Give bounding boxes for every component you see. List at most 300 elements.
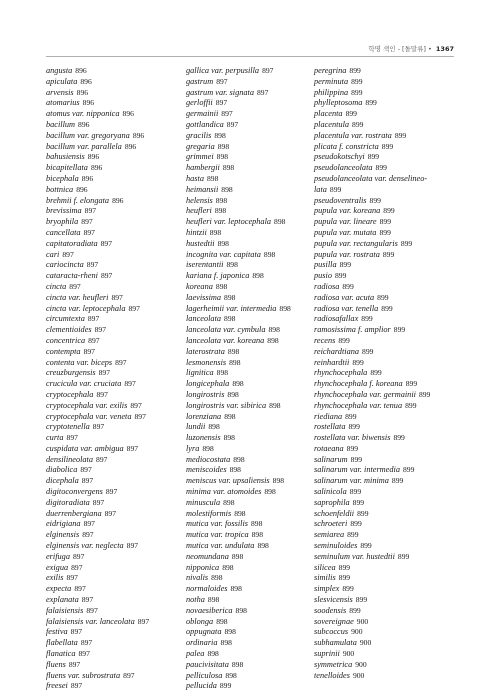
- page-ref: 898: [207, 649, 219, 659]
- taxon-name: phylleptosoma: [314, 98, 363, 108]
- index-entry: [314, 368, 444, 379]
- index-entry: [46, 174, 176, 185]
- index-entry: [186, 98, 316, 109]
- taxon-name: mutica var. fossilis: [186, 519, 248, 529]
- taxon-name: hambergii: [186, 163, 220, 173]
- taxon-name: schoenfeldii: [314, 508, 355, 518]
- index-entry: [46, 120, 176, 131]
- page-ref: 897: [62, 249, 74, 259]
- taxon-name: cincta var. leptocephala: [46, 303, 126, 313]
- page-ref: 899: [338, 562, 351, 572]
- index-entry: [186, 206, 316, 217]
- index-entry: [314, 206, 444, 217]
- taxon-name: cincta: [46, 281, 67, 291]
- taxon-name: concentrica: [46, 335, 86, 345]
- index-entry: [314, 584, 444, 595]
- index-entry: [314, 239, 444, 250]
- index-entry: [46, 681, 176, 692]
- index-entry: [314, 476, 444, 487]
- taxon-name: bottnica: [46, 184, 74, 194]
- index-entry: [186, 530, 316, 541]
- page-ref: 899: [370, 368, 382, 378]
- index-entry: [314, 412, 444, 423]
- page-ref: 896: [90, 163, 103, 173]
- page-ref: 897: [78, 649, 90, 659]
- index-entry: [46, 584, 176, 595]
- index-entry: [46, 304, 176, 315]
- taxon-name: mutica var. tropica: [186, 530, 249, 540]
- page-ref: 899: [377, 292, 389, 302]
- index-entry: [46, 336, 176, 347]
- page-ref: 897: [216, 76, 228, 86]
- taxon-name: laterostrata: [186, 346, 225, 356]
- taxon-name: ordinaria: [186, 638, 218, 648]
- taxon-name: gracilis: [186, 130, 212, 140]
- taxon-name: capitatoradiata: [46, 238, 98, 248]
- index-entry: [314, 142, 444, 153]
- page-ref: 899: [362, 346, 374, 356]
- index-entry: [314, 120, 444, 131]
- taxon-name: ramosissima f. amplior: [314, 325, 391, 335]
- taxon-name: radiosa: [314, 281, 340, 291]
- taxon-name: neomundana: [186, 551, 229, 561]
- taxon-name: clementioides: [46, 325, 92, 335]
- page-ref: 899: [382, 249, 395, 259]
- taxon-name: exilis: [46, 573, 64, 583]
- page-ref: 897: [86, 260, 99, 270]
- page-ref: 899: [357, 508, 369, 518]
- index-entry: [186, 444, 316, 455]
- index-entry: [46, 206, 176, 217]
- page-ref: 898: [211, 573, 223, 583]
- index-entry: [314, 671, 444, 682]
- index-entry: [46, 196, 176, 207]
- page-ref: 897: [72, 551, 85, 561]
- taxon-name: germainii: [186, 109, 219, 119]
- index-entry: [314, 152, 444, 163]
- page-ref: 898: [224, 627, 236, 637]
- index-entry: [46, 228, 176, 239]
- page-ref: 896: [124, 141, 137, 151]
- index-entry: [314, 131, 444, 142]
- page-ref: 896: [82, 98, 95, 108]
- taxon-name: bahusiensis: [46, 152, 85, 162]
- page-ref: 899: [369, 195, 381, 205]
- taxon-name: digitoconvergens: [46, 487, 103, 497]
- index-entry: [314, 293, 444, 304]
- index-entry: [186, 250, 316, 261]
- index-entry: [46, 465, 176, 476]
- page-ref: 899: [405, 400, 417, 410]
- page-ref: 898: [207, 595, 220, 605]
- index-entry: [46, 239, 176, 250]
- index-entry: [46, 368, 176, 379]
- taxon-name: contenta var. biceps: [46, 357, 113, 367]
- taxon-name: perminuta: [314, 76, 349, 86]
- page-ref: 899: [349, 605, 361, 615]
- page-ref: 896: [78, 119, 90, 129]
- taxon-name: elginensis var. neglecta: [46, 541, 124, 551]
- page-ref: 898: [224, 411, 236, 421]
- page-ref: 897: [66, 433, 78, 443]
- taxon-name: hintzii: [186, 227, 207, 237]
- taxon-name: koreana: [186, 281, 213, 291]
- page-ref: 899: [379, 217, 391, 227]
- taxon-name: salinicola: [314, 487, 347, 497]
- index-entry: [186, 617, 316, 628]
- taxon-name: festiva: [46, 627, 68, 637]
- page-ref: 897: [128, 303, 140, 313]
- index-entry: [314, 66, 444, 77]
- index-entry: [186, 422, 316, 433]
- page-ref: 898: [206, 173, 219, 183]
- page-ref: 898: [268, 325, 280, 335]
- index-entry: [46, 401, 176, 412]
- taxon-name: cataracta-rheni: [46, 271, 98, 281]
- index-entry: [46, 142, 176, 153]
- index-entry: [46, 379, 176, 390]
- page-ref: 900: [356, 616, 369, 626]
- taxon-name: curta: [46, 433, 64, 443]
- index-entry: [46, 519, 176, 530]
- index-entry: [314, 358, 444, 369]
- index-entry: [186, 401, 316, 412]
- page-ref: 898: [217, 238, 229, 248]
- index-entry: [186, 509, 316, 520]
- index-entry: [186, 304, 316, 315]
- taxon-name: sovereignae: [314, 616, 354, 626]
- taxon-name: digitoradiata: [46, 497, 90, 507]
- index-entry: [314, 465, 444, 476]
- taxon-name: salinarum var. intermedia: [314, 465, 400, 475]
- taxon-name: pupula var. rectangularis: [314, 238, 398, 248]
- page-ref: 897: [126, 443, 139, 453]
- page-ref: 897: [81, 595, 94, 605]
- index-entry: [314, 196, 444, 207]
- page-ref: 899: [338, 335, 350, 345]
- index-entry: [314, 530, 444, 541]
- index-entry: [46, 109, 176, 120]
- page-ref: 900: [355, 659, 367, 669]
- page-ref: 896: [75, 66, 87, 75]
- page-ref: 899: [345, 411, 357, 421]
- taxon-name: lesmonensis: [186, 357, 227, 367]
- taxon-name: eidrigiana: [46, 519, 81, 529]
- index-entry: [46, 433, 176, 444]
- page-ref: 897: [83, 519, 95, 529]
- page-ref: 897: [96, 389, 108, 399]
- index-entry: [46, 530, 176, 541]
- page-ref: 897: [115, 357, 127, 367]
- index-entry: [186, 347, 316, 358]
- index-entry: [186, 260, 316, 271]
- page-ref: 898: [269, 400, 281, 410]
- index-entry: [186, 433, 316, 444]
- index-entry: [186, 584, 316, 595]
- index-entry: [46, 487, 176, 498]
- page-ref: 897: [81, 217, 93, 227]
- taxon-name: cruciculа var. cruciata: [46, 379, 122, 389]
- index-entry: [314, 88, 444, 99]
- taxon-name: cryptotenella: [46, 422, 90, 432]
- page-ref: 898: [235, 605, 247, 615]
- index-entry: [46, 293, 176, 304]
- page-ref: 896: [76, 184, 88, 194]
- taxon-name: lignitica: [186, 368, 214, 378]
- taxon-name: seminulum var. hustedtii: [314, 551, 395, 561]
- taxon-name: fluens var. subrostrata: [46, 670, 121, 680]
- taxon-name: lundii: [186, 422, 206, 432]
- index-entry: [46, 617, 176, 628]
- page-ref: 897: [100, 271, 113, 281]
- taxon-name: gregaria: [186, 141, 215, 151]
- taxon-name: iserentantii: [186, 260, 224, 270]
- taxon-name: pseudolanceolata: [314, 163, 373, 173]
- page-ref: 899: [350, 519, 362, 529]
- index-entry: [46, 347, 176, 358]
- index-entry: [314, 390, 444, 401]
- taxon-name: peregrina: [314, 66, 347, 75]
- page-ref: 898: [216, 616, 228, 626]
- taxon-name: dicephala: [46, 476, 79, 486]
- taxon-name: atomus var. nipponica: [46, 109, 120, 119]
- taxon-name: rhynchocephala var. germainii: [314, 389, 416, 399]
- page-ref: 899: [347, 530, 359, 540]
- page-ref: 899: [352, 357, 364, 367]
- taxon-name: slesvicensis: [314, 595, 353, 605]
- index-entry: [186, 282, 316, 293]
- index-entry: [314, 77, 444, 88]
- index-entry: [314, 606, 444, 617]
- page-ref: 899: [346, 443, 359, 453]
- taxon-name: longirostris: [186, 389, 225, 399]
- taxon-name: nipponica: [186, 562, 220, 572]
- index-entry: [46, 314, 176, 325]
- index-column-3: [314, 66, 444, 681]
- index-entry: [186, 552, 316, 563]
- page-ref: 899: [334, 271, 347, 281]
- taxon-name: notha: [186, 595, 205, 605]
- page-ref: 900: [351, 627, 363, 637]
- taxon-name: gallica var. perpusilla: [186, 66, 260, 75]
- index-entry: [186, 681, 316, 692]
- page-ref: 899: [352, 497, 365, 507]
- taxon-name: longicephala: [186, 379, 230, 389]
- page-ref: 898: [231, 659, 244, 669]
- taxon-name: cariocincta: [46, 260, 84, 270]
- taxon-name: meniscus var. upsaliensis: [186, 476, 270, 486]
- index-entry: [46, 325, 176, 336]
- page-ref: 899: [342, 281, 354, 291]
- index-entry: [314, 455, 444, 466]
- index-entry: [46, 595, 176, 606]
- index-entry: [46, 541, 176, 552]
- taxon-name: rostellata: [314, 422, 346, 432]
- taxon-name: reichardtiana: [314, 346, 360, 356]
- page-ref: 897: [123, 670, 135, 680]
- page-ref: 897: [92, 497, 105, 507]
- taxon-name: saprophila: [314, 497, 350, 507]
- index-entry: [314, 433, 444, 444]
- page-ref: 899: [400, 238, 413, 248]
- taxon-name: semiarea: [314, 530, 345, 540]
- index-entry: [186, 174, 316, 185]
- taxon-name: lanceolata var. cymbula: [186, 325, 266, 335]
- page-ref: 898: [226, 260, 238, 270]
- taxon-name: gottlandica: [186, 119, 224, 129]
- page-ref: 898: [233, 454, 245, 464]
- page-ref: 898: [209, 227, 222, 237]
- page-ref: 898: [224, 314, 236, 324]
- page-ref: 897: [257, 87, 269, 97]
- page-ref: 897: [126, 541, 139, 551]
- page-ref: 898: [214, 206, 227, 216]
- index-entry: [186, 163, 316, 174]
- index-entry: [46, 671, 176, 682]
- page-ref: 898: [227, 346, 240, 356]
- page-ref: 898: [230, 584, 242, 594]
- page-ref: 897: [87, 314, 100, 324]
- taxon-name: creuzburgensis: [46, 368, 96, 378]
- taxon-name: heufleri var. leptocephala: [186, 217, 272, 227]
- index-entry: [46, 271, 176, 282]
- page-ref: 897: [83, 227, 95, 237]
- index-entry: [46, 152, 176, 163]
- taxon-name: pellucida: [186, 681, 217, 691]
- page-ref: 896: [80, 76, 92, 86]
- index-entry: [46, 163, 176, 174]
- page-ref: 897: [82, 530, 94, 540]
- page-ref: 899: [360, 541, 372, 551]
- index-entry: [314, 627, 444, 638]
- running-head: [368, 44, 454, 53]
- page-ref: 898: [263, 249, 276, 259]
- index-entry: [46, 649, 176, 660]
- index-entry: [186, 239, 316, 250]
- index-entry: [314, 217, 444, 228]
- page-ref: 897: [137, 616, 150, 626]
- page-ref: 898: [216, 152, 229, 162]
- page-ref: 899: [393, 325, 406, 335]
- taxon-name: meniscoides: [186, 465, 227, 475]
- index-column-1: [46, 66, 176, 692]
- taxon-name: lanceolata: [186, 314, 222, 324]
- index-entry: [314, 519, 444, 530]
- page-ref: 897: [70, 681, 83, 691]
- page-ref: 897: [111, 292, 123, 302]
- page-ref: 899: [379, 227, 391, 237]
- taxon-name: flanatica: [46, 649, 76, 659]
- taxon-name: mutica var. undulata: [186, 541, 255, 551]
- page-ref: 898: [234, 508, 246, 518]
- taxon-name: tenelloides: [314, 670, 350, 680]
- index-entry: [314, 163, 444, 174]
- index-entry: [186, 109, 316, 120]
- page-number: 1367: [435, 45, 454, 53]
- page-ref: 897: [70, 627, 83, 637]
- page-ref: 898: [222, 163, 235, 173]
- taxon-name: nivalis: [186, 573, 209, 583]
- page-ref: 898: [202, 443, 214, 453]
- taxon-name: philippina: [314, 87, 349, 97]
- taxon-name: angusta: [46, 66, 73, 75]
- taxon-name: lyra: [186, 443, 200, 453]
- taxon-name: simplex: [314, 584, 340, 594]
- index-entry: [46, 412, 176, 423]
- page-ref: 899: [339, 260, 351, 270]
- page-ref: 899: [391, 476, 404, 486]
- index-entry: [46, 509, 176, 520]
- index-entry: [186, 498, 316, 509]
- index-entry: [186, 606, 316, 617]
- index-entry: [186, 627, 316, 638]
- page-ref: 897: [215, 98, 228, 108]
- taxon-name: gastrum: [186, 76, 214, 86]
- page-ref: 899: [365, 98, 377, 108]
- taxon-name: subcoccus: [314, 627, 349, 637]
- page-ref: 897: [69, 281, 81, 291]
- index-entry: [186, 271, 316, 282]
- taxon-name: suprinii: [314, 649, 340, 659]
- taxon-name: reinhardtii: [314, 357, 350, 367]
- index-entry: [314, 314, 444, 325]
- taxon-name: incognita var. capitata: [186, 249, 261, 259]
- taxon-name: cari: [46, 249, 60, 259]
- taxon-name: laevissima: [186, 292, 222, 302]
- index-entry: [186, 77, 316, 88]
- taxon-name: duerrenbergiana: [46, 508, 102, 518]
- page-ref: 897: [100, 238, 113, 248]
- page-ref: 897: [226, 119, 239, 129]
- taxon-name: normaloides: [186, 584, 228, 594]
- page-ref: 898: [223, 497, 235, 507]
- taxon-name: exigua: [46, 562, 69, 572]
- page-ref: 898: [272, 476, 285, 486]
- taxon-name: luzonensis: [186, 433, 221, 443]
- taxon-name: pseudolanceolata var. denselineo-lata: [314, 173, 428, 194]
- page-ref: 899: [381, 303, 393, 313]
- index-entry: [186, 325, 316, 336]
- taxon-name: bicapitellata: [46, 163, 88, 173]
- taxon-name: radiosa var. acuta: [314, 292, 375, 302]
- index-entry: [314, 563, 444, 574]
- page-ref: 898: [214, 130, 226, 140]
- index-entry: [186, 638, 316, 649]
- taxon-name: longirostris var. sibirica: [186, 400, 267, 410]
- index-entry: [314, 271, 444, 282]
- index-entry: [186, 519, 316, 530]
- index-entry: [46, 444, 176, 455]
- taxon-name: placenta: [314, 109, 343, 119]
- taxon-name: brevissima: [46, 206, 82, 216]
- page-ref: 897: [134, 411, 146, 421]
- index-entry: [46, 638, 176, 649]
- page-ref: 897: [104, 508, 117, 518]
- index-entry: [314, 617, 444, 628]
- index-entry: [186, 368, 316, 379]
- taxon-name: pseudokotschyi: [314, 152, 365, 162]
- index-entry: [186, 228, 316, 239]
- taxon-name: seminuloides: [314, 541, 358, 551]
- page-ref: 899: [367, 152, 380, 162]
- index-entry: [46, 250, 176, 261]
- taxon-name: rhynchocephala: [314, 368, 368, 378]
- page-ref: 898: [229, 357, 241, 367]
- page-ref: 898: [208, 422, 220, 432]
- index-entry: [46, 88, 176, 99]
- index-entry: [46, 627, 176, 638]
- taxon-name: helensis: [186, 195, 213, 205]
